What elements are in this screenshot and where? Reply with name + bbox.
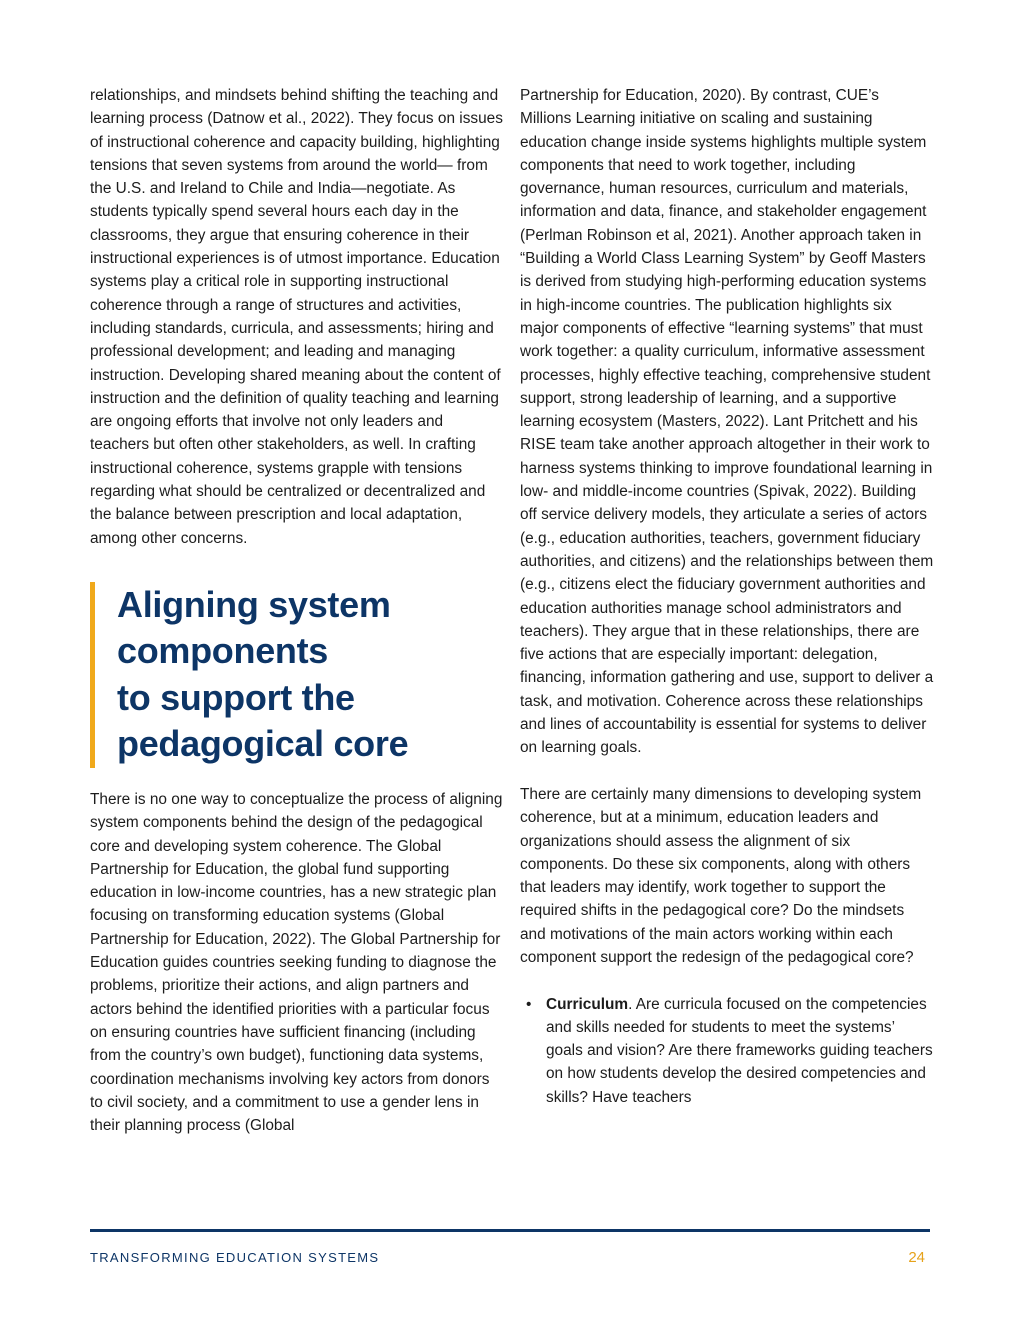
bullet-list — [520, 993, 934, 1109]
right-paragraph-1: Partnership for Education, 2020). By contrast, CUE’s Millions Learning initiative on scaling and sustaining education change inside systems highlights multiple system components that need to work together, including governance, human resources, curriculum and materials, information and data, finance, and stakeholder engagement (Perlman Robinson et al, 2021). Another approach taken in “Building a World Class Learning System” by Geoff Masters is derived from studying high-performing education systems in high-income countries. The publication highlights six major components of effective “learning systems” that must work together: a quality curriculum, informative assessment processes, highly effective teaching, comprehensive student support, strong leadership of learning, and a supportive learning ecosystem (Masters, 2022). Lant Pritchett and his RISE team take another approach altogether in their work to harness systems thinking to improve foundational learning in low- and middle-income countries (Spivak, 2022). Building off service delivery models, they articulate a series of actors (e.g., education authorities, teachers, government fiduciary authorities, and citizens) and the relationships between them (e.g., citizens elect the fiduciary government authorities and education authorities manage school administrators and teachers). They argue that in these relationships, there are five actions that are especially important: delegation, financing, information gathering and use, support to deliver a task, and motivation. Coherence across these relationships and lines of accountability is essential for systems to deliver on learning goals. — [520, 87, 934, 757]
left-paragraph-1: relationships, and mindsets behind shifting the teaching and learning process (Datnow et al., 2022). They focus on issues of instructional coherence and capacity building, highlighting tensions that seven systems from around the world— from the U.S. and Ireland to Chile and India—negotiate. As students typically spend several hours each day in the classrooms, they argue that ensuring coherence in their instructional experiences is of utmost importance. Education systems play a critical role in supporting instructional coherence through a range of structures and activities, including standards, curricula, and assessments; hiring and professional development; and leading and managing instruction. Developing shared meaning about the content of instruction and the definition of quality teaching and learning are ongoing efforts that involve not only leaders and teachers but often other stakeholders, as well. In crafting instructional coherence, systems grapple with tensions regarding what should be centralized or decentralized and the balance between prescription and local adaptation, among other concerns. — [90, 87, 503, 547]
heading-line-3: to support the — [117, 676, 355, 718]
list-item — [520, 993, 934, 1109]
bullet-term: Curriculum — [546, 995, 629, 1013]
bullet-text: . Are curricula focused on the competencies and skills needed for students to meet the systems’ goals and vision? Are there frameworks guiding teachers on how students develop the desired competencies and skills? Have teachers — [546, 995, 933, 1106]
bullet-marker: • — [526, 995, 532, 1013]
left-column — [90, 84, 504, 1137]
footer-divider — [90, 1229, 930, 1232]
heading-line-1: Aligning system — [117, 583, 391, 625]
heading-line-2: components — [117, 630, 329, 672]
heading-line-4: pedagogical core — [117, 723, 409, 765]
footer-title: TRANSFORMING EDUCATION SYSTEMS — [90, 1250, 380, 1265]
right-paragraph-2: There are certainly many dimensions to developing system coherence, but at a minimum, education leaders and organizations should assess the alignment of six components. Do these six components, along with others that leaders may identify, work together to support the required shifts in the pedagogical core? Do the mindsets and motivations of the main actors working within each component support the redesign of the pedagogical core? — [520, 785, 922, 966]
section-heading — [90, 582, 504, 768]
page-number: 24 — [908, 1249, 925, 1266]
left-paragraph-2: There is no one way to conceptualize the process of aligning system components behind the design of the pedagogical core and developing system coherence. The Global Partnership for Education, the global fund supporting education in low-income countries, has a new strategic plan focusing on transforming education systems (Global Partnership for Education, 2022). The Global Partnership for Education guides countries seeking funding to diagnose the problems, prioritize their actions, and align partners and actors behind the identified priorities with a particular focus on ensuring countries have sufficient financing (including from the country’s own budget), functioning data systems, coordination mechanisms involving key actors from donors to civil society, and a commitment to use a gender lens in their planning process (Global — [90, 790, 503, 1135]
section-heading-text — [117, 582, 504, 768]
right-column — [520, 84, 934, 1109]
